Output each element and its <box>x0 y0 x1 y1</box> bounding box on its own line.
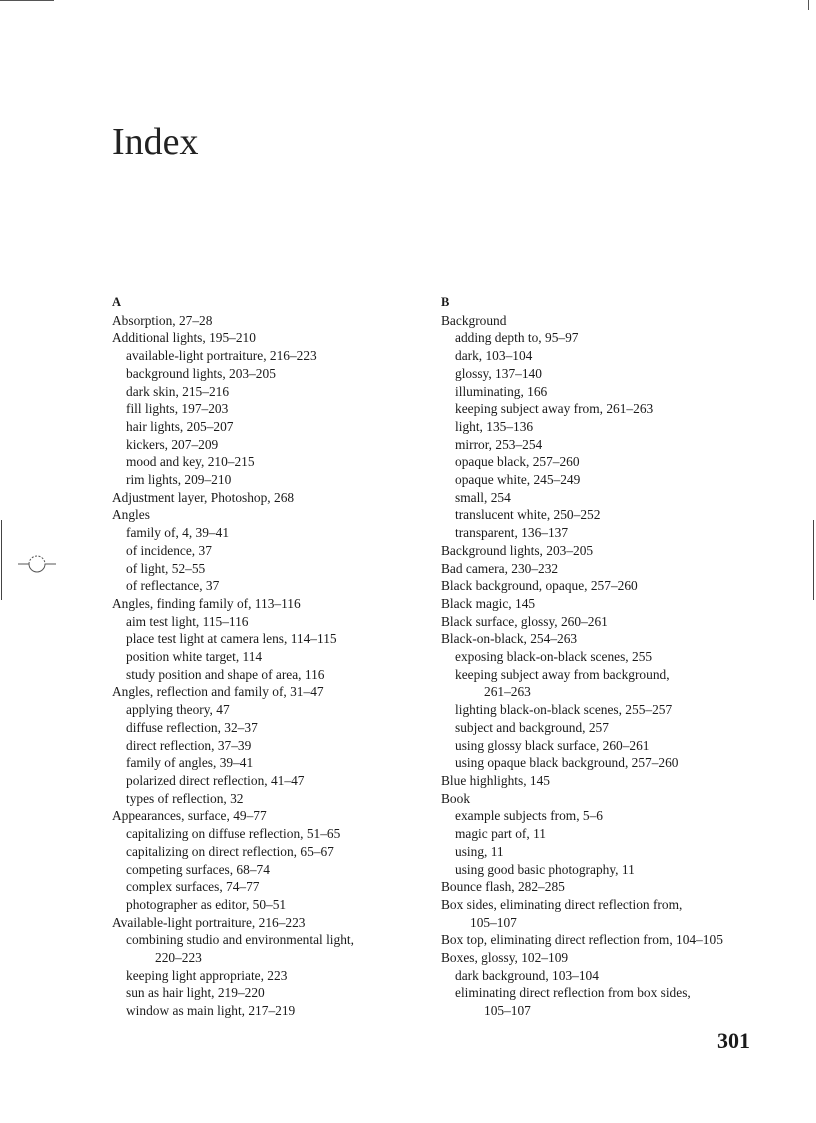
index-entry: Additional lights, 195–210 <box>112 330 256 346</box>
index-subentry: 105–107 <box>470 914 517 930</box>
crop-mark-top-right <box>808 0 809 10</box>
index-subentry: dark skin, 215–216 <box>126 383 230 399</box>
index-subentry: subject and background, 257 <box>455 719 609 735</box>
index-entry: Black magic, 145 <box>441 595 536 611</box>
index-subentry: lighting black-on-black scenes, 255–257 <box>455 702 673 718</box>
index-subentry: combining studio and environmental light, <box>126 932 354 948</box>
index-subentry: family of, 4, 39–41 <box>126 525 230 541</box>
index-subentry: using good basic photography, 11 <box>455 861 635 877</box>
index-entry: Book <box>441 790 471 806</box>
index-subentry: capitalizing on direct reflection, 65–67 <box>126 843 334 859</box>
registration-mark-icon <box>18 553 56 575</box>
index-subentry: opaque black, 257–260 <box>455 454 580 470</box>
page-title: Index <box>112 121 199 163</box>
index-subentry: capitalizing on diffuse reflection, 51–65 <box>126 826 341 842</box>
index-entry: Box sides, eliminating direct reflection from, <box>441 896 683 912</box>
index-subentry: polarized direct reflection, 41–47 <box>126 772 305 788</box>
index-entry: Angles, finding family of, 113–116 <box>112 595 301 611</box>
index-subentry: opaque white, 245–249 <box>455 472 581 488</box>
index-subentry: available-light portraiture, 216–223 <box>126 348 317 364</box>
index-column-right <box>441 294 751 1020</box>
crop-mark-left <box>1 520 2 600</box>
index-entry: Background lights, 203–205 <box>441 542 594 558</box>
index-subentry: 220–223 <box>155 950 202 966</box>
index-subentry: kickers, 207–209 <box>126 436 219 452</box>
index-subentry: example subjects from, 5–6 <box>455 808 604 824</box>
index-subentry: types of reflection, 32 <box>126 790 244 806</box>
index-entry: Box top, eliminating direct reflection from, 104–105 <box>441 932 723 948</box>
index-subentry: of reflectance, 37 <box>126 578 220 594</box>
index-subentry: light, 135–136 <box>455 418 534 434</box>
index-subentry: exposing black-on-black scenes, 255 <box>455 649 653 665</box>
index-entry: Appearances, surface, 49–77 <box>112 808 267 824</box>
index-subentry: using glossy black surface, 260–261 <box>455 737 650 753</box>
index-subentry: transparent, 136–137 <box>455 525 569 541</box>
index-entry: Boxes, glossy, 102–109 <box>441 950 569 966</box>
index-entry: Background <box>441 312 507 328</box>
index-entry: Bad camera, 230–232 <box>441 560 559 576</box>
index-subentry: 261–263 <box>484 684 531 700</box>
index-subentry: of incidence, 37 <box>126 542 212 558</box>
index-subentry: study position and shape of area, 116 <box>126 666 325 682</box>
index-subentry: glossy, 137–140 <box>455 365 542 381</box>
index-subentry: complex surfaces, 74–77 <box>126 879 260 895</box>
index-entry: Bounce flash, 282–285 <box>441 879 565 895</box>
index-subentry: applying theory, 47 <box>126 702 230 718</box>
index-subentry: aim test light, 115–116 <box>126 613 249 629</box>
index-subentry: hair lights, 205–207 <box>126 418 234 434</box>
index-subentry: keeping light appropriate, 223 <box>126 967 288 983</box>
index-subentry: competing surfaces, 68–74 <box>126 861 270 877</box>
index-subentry: fill lights, 197–203 <box>126 401 229 417</box>
index-subentry: eliminating direct reflection from box sides, <box>455 985 691 1001</box>
index-subentry: dark, 103–104 <box>455 348 533 364</box>
crop-mark-top-left <box>0 0 54 1</box>
index-subentry: illuminating, 166 <box>455 383 548 399</box>
index-subentry: of light, 52–55 <box>126 560 206 576</box>
index-entries <box>441 312 751 1020</box>
index-entry: Absorption, 27–28 <box>112 312 213 328</box>
index-subentry: dark background, 103–104 <box>455 967 599 983</box>
index-entries <box>112 312 422 1020</box>
index-subentry: window as main light, 217–219 <box>126 1003 296 1019</box>
index-subentry: small, 254 <box>455 489 511 505</box>
index-subentry: keeping subject away from background, <box>455 666 670 682</box>
index-subentry: using, 11 <box>455 843 504 859</box>
index-subentry: magic part of, 11 <box>455 826 546 842</box>
index-letter-heading: B <box>441 295 450 309</box>
index-subentry: family of angles, 39–41 <box>126 755 254 771</box>
index-column-left <box>112 294 422 1020</box>
index-letter-heading: A <box>112 295 122 309</box>
index-entry: Black surface, glossy, 260–261 <box>441 613 608 629</box>
index-subentry: rim lights, 209–210 <box>126 472 232 488</box>
index-subentry: background lights, 203–205 <box>126 365 276 381</box>
index-entry: Adjustment layer, Photoshop, 268 <box>112 489 295 505</box>
index-subentry: translucent white, 250–252 <box>455 507 601 523</box>
index-subentry: diffuse reflection, 32–37 <box>126 719 258 735</box>
index-subentry: sun as hair light, 219–220 <box>126 985 265 1001</box>
index-entry: Angles, reflection and family of, 31–47 <box>112 684 324 700</box>
index-subentry: 105–107 <box>484 1003 531 1019</box>
index-subentry: position white target, 114 <box>126 649 263 665</box>
index-subentry: mood and key, 210–215 <box>126 454 255 470</box>
index-entry: Black-on-black, 254–263 <box>441 631 578 647</box>
index-entry: Available-light portraiture, 216–223 <box>112 914 306 930</box>
crop-mark-right <box>813 520 814 600</box>
index-entry: Angles <box>112 507 150 523</box>
index-subentry: keeping subject away from, 261–263 <box>455 401 654 417</box>
page-number: 301 <box>717 1028 750 1053</box>
index-subentry: place test light at camera lens, 114–115 <box>126 631 337 647</box>
index-subentry: using opaque black background, 257–260 <box>455 755 679 771</box>
index-subentry: adding depth to, 95–97 <box>455 330 579 346</box>
index-entry: Black background, opaque, 257–260 <box>441 578 638 594</box>
index-subentry: photographer as editor, 50–51 <box>126 896 287 912</box>
index-entry: Blue highlights, 145 <box>441 772 550 788</box>
index-subentry: direct reflection, 37–39 <box>126 737 252 753</box>
index-subentry: mirror, 253–254 <box>455 436 543 452</box>
